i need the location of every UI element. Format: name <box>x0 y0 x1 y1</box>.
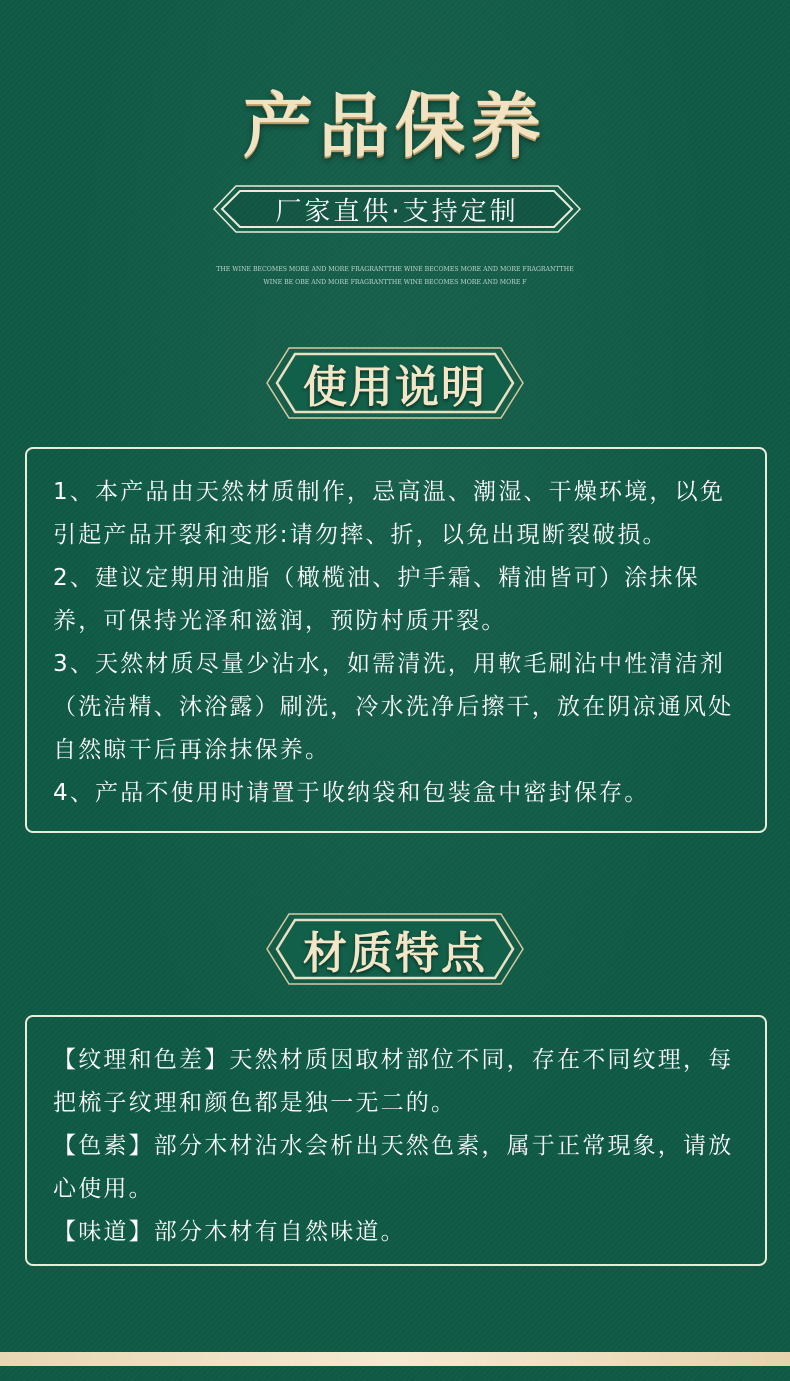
material-item: 【色素】部分木材沾水会析出天然色素，属于正常現象，请放心使用。 <box>53 1133 734 1202</box>
tagline: THE WINE BECOMES MORE AND MORE FRAGRANTTHE WINE BECOMES MORE AND MORE FRAGRANTTHE WINE BE OBE AND MORE FRAGRANTTHE WINE BECOMES MORE AND MORE F <box>216 266 574 286</box>
usage-item: 2、建议定期用油脂（橄榄油、护手霜、精油皆可）涂抹保养，可保持光泽和滋润，预防村质开裂。 <box>53 565 700 634</box>
bottom-strip <box>0 1352 790 1366</box>
usage-item: 1、本产品由天然材质制作，忌高温、潮湿、干燥环境，以免引起产品开裂和变形:请勿摔、折，以免出現断裂破损。 <box>53 479 726 548</box>
material-panel <box>25 1015 767 1266</box>
section-heading-material <box>265 912 525 986</box>
banner <box>210 182 584 236</box>
section-heading-usage <box>265 346 525 420</box>
usage-panel <box>25 447 767 833</box>
section-heading-label: 材质特点 <box>303 928 487 979</box>
page-title: 产品保养 <box>243 84 547 167</box>
usage-item: 4、产品不使用时请置于收纳袋和包装盒中密封保存。 <box>53 780 650 806</box>
section-heading-label: 使用说明 <box>303 362 487 413</box>
material-item: 【纹理和色差】天然材质因取材部位不同，存在不同纹理，每把梳子纹理和颜色都是独一无二的。 <box>53 1047 734 1116</box>
banner-text: 厂家直供·支持定制 <box>275 196 519 227</box>
material-item: 【味道】部分木材有自然味道。 <box>53 1219 406 1245</box>
usage-item: 3、天然材质尽量少沾水，如需清洗，用軟毛刷沾中性清洁剂（洗洁精、沐浴露）刷洗，冷水洗净后擦干，放在阴凉通风处自然晾干后再涂抹保养。 <box>53 651 734 763</box>
